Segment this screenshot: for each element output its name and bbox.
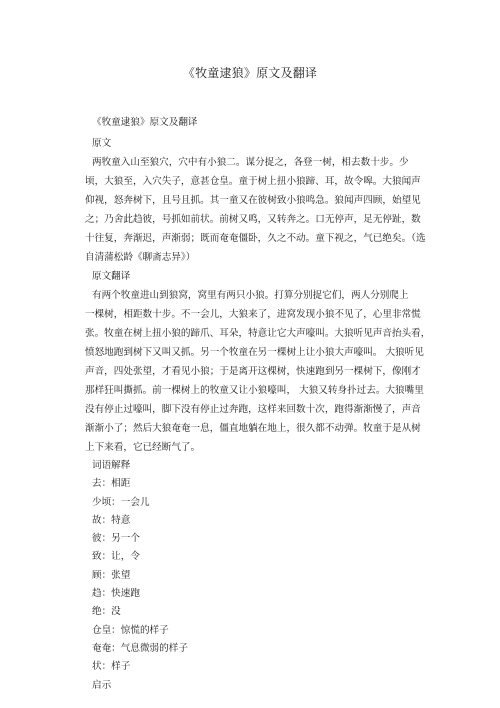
page-title: 《牧童逮狼》原文及翻译 xyxy=(182,66,318,80)
original-line: 顷，大狼至，入穴失子，意甚仓皇。童于树上扭小狼蹄、耳，故令嗥。大狼闻声 xyxy=(85,176,421,187)
glossary-heading: 词语解释 xyxy=(92,460,131,471)
original-line: 两牧童入山至狼穴，穴中有小狼二。谋分捉之，各登一树，相去数十步。少 xyxy=(92,157,409,168)
original-line: 十往复，奔渐迟，声渐弱；既而奄奄僵卧，久之不动。童下视之，气已绝矣。（选 xyxy=(85,233,426,244)
translation-line: 没有停止过嚎叫，脚下没有停止过奔跑，这样来回数十次，跑得渐渐慢了，声音 xyxy=(85,404,421,415)
translation-line: 那样狂叫撕抓。前一棵树上的牧童又让小狼嚎叫， 大狼又转身扑过去。大狼嘴里 xyxy=(85,385,424,396)
translation-line: 一棵树，相距数十步。不一会儿，大狼来了，进窝发现小狼不见了，心里非常慌 xyxy=(85,309,421,320)
translation-line: 渐渐小了；然后大狼奄奄一息，僵直地躺在地上，很久都不动弹。牧童于是从树 xyxy=(85,423,421,434)
glossary-item: 仓皇：惊慌的样子 xyxy=(92,624,169,636)
original-line: 仰视，怒奔树下，且号且抓。其一童又在彼树致小狼鸣急。狼闻声四顾，始望见 xyxy=(85,195,421,206)
translation-line: 上下来看，它已经断气了。 xyxy=(85,442,201,453)
glossary-item: 彼：另一个 xyxy=(92,533,140,545)
translation-line: 张。牧童在树上扭小狼的蹄爪、耳朵，特意让它大声嚎叫。大狼听见声音抬头看， xyxy=(85,328,431,339)
translation-heading: 原文翻译 xyxy=(92,271,131,282)
subtitle: 《牧童逮狼》原文及翻译 xyxy=(92,117,198,128)
translation-line: 有两个牧童进山到狼窝，窝里有两只小狼。打算分别捉它们，两人分别爬上 xyxy=(92,290,409,301)
original-line: 之；乃舍此趋彼，号抓如前状。前树又鸣，又转奔之。口无停声，足无停趾，数 xyxy=(85,214,421,225)
glossary-item: 顾：张望 xyxy=(92,569,131,581)
translation-line: 声音，四处张望，才看见小狼；于是离开这棵树，快速跑到另一棵树下，像刚才 xyxy=(85,366,421,377)
glossary-item: 状：样子 xyxy=(92,661,131,673)
glossary-item: 去：相距 xyxy=(92,478,131,490)
translation-text xyxy=(85,286,431,457)
glossary-item: 故：特意 xyxy=(92,514,131,526)
enlightenment-heading: 启示 xyxy=(92,679,112,691)
original-text xyxy=(85,153,426,267)
glossary-item: 趋：快速跑 xyxy=(92,588,140,600)
glossary-item: 少顷：一会儿 xyxy=(92,496,150,508)
glossary xyxy=(92,457,412,695)
original-heading: 原文 xyxy=(92,138,112,149)
glossary-item: 绝：没 xyxy=(92,606,121,618)
translation-line: 愤怒地跑到树下又叫又抓。另一个牧童在另一棵树上让小狼大声嚎叫。 大狼听见 xyxy=(85,347,424,358)
glossary-item: 奄奄：气息微弱的样子 xyxy=(92,642,188,654)
document-body xyxy=(85,113,431,695)
glossary-item: 致：让，令 xyxy=(92,551,140,563)
original-line: 自清蒲松龄《聊斋志异》） xyxy=(85,252,196,263)
